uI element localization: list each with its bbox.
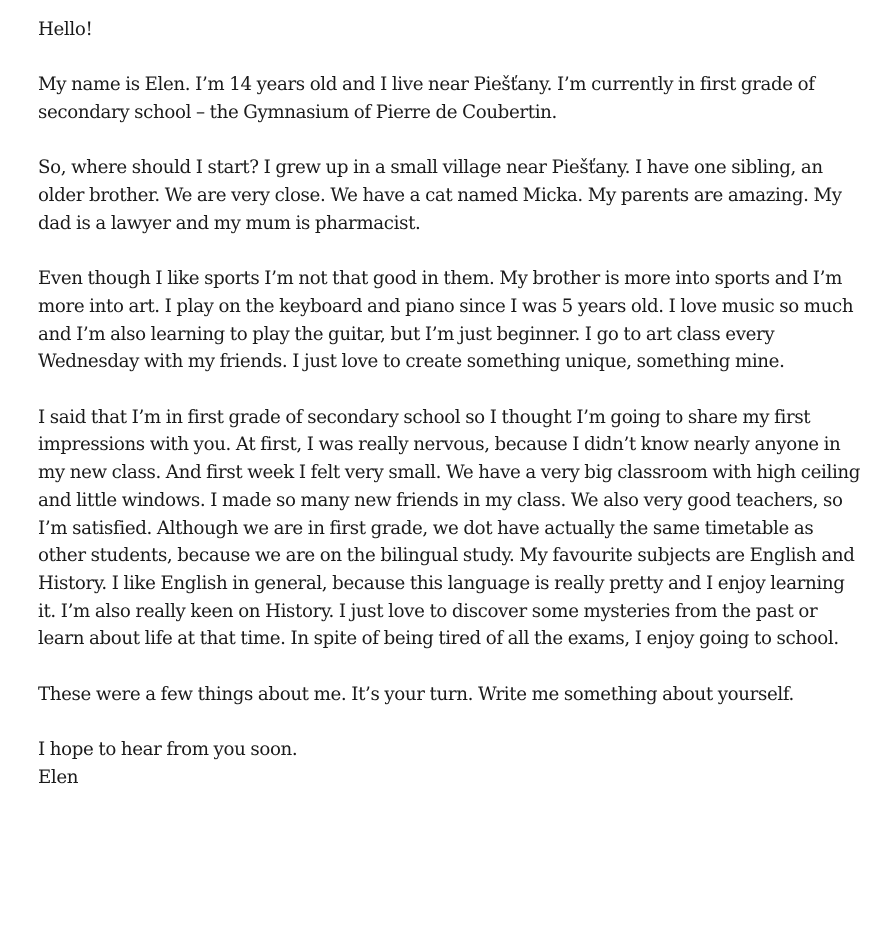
paragraph-hobbies: Even though I like sports I’m not that good in them. My brother is more into sports and I’m more into art. I play on the keyboard and piano since I was 5 years old. I love music so much and I’m also learning to play the guitar, but I’m just beginner. I go to art class every Wednesday with my friends. I just love to create something unique, something mine.: [38, 268, 854, 373]
sign-off: [38, 736, 862, 791]
closing-line: I hope to hear from you soon.: [38, 739, 298, 761]
paragraph-introduction: My name is Elen. I’m 14 years old and I live near Piešťany. I’m currently in first grade of secondary school – the Gymnasium of Pierre de Coubertin.: [38, 74, 815, 124]
paragraph-family: So, where should I start? I grew up in a small village near Piešťany. I have one sibling, an older brother. We are very close. We have a cat named Micka. My parents are amazing. My dad is a lawyer and my mum is pharmacist.: [38, 157, 842, 234]
signature: Elen: [38, 766, 79, 788]
greeting: Hello!: [38, 19, 93, 40]
paragraph-school: I said that I’m in first grade of secondary school so I thought I’m going to share my first impressions with you. At first, I was really nervous, because I didn’t know nearly anyone in my new class. And first week I felt very small. We have a very big classroom with high ceiling and little windows. I made so many new friends in my class. We also very good teachers, so I’m satisfied. Although we are in first grade, we dot have actually the same timetable as other students, because we are on the bilingual study. My favourite subjects are English and History. I like English in general, because this language is really pretty and I enjoy learning it. I’m also really keen on History. I just love to discover some mysteries from the past or learn about life at that time. In spite of being tired of all the exams, I enjoy going to school.: [38, 406, 861, 650]
paragraph-your-turn: These were a few things about me. It’s your turn. Write me something about yourself.: [38, 683, 794, 705]
